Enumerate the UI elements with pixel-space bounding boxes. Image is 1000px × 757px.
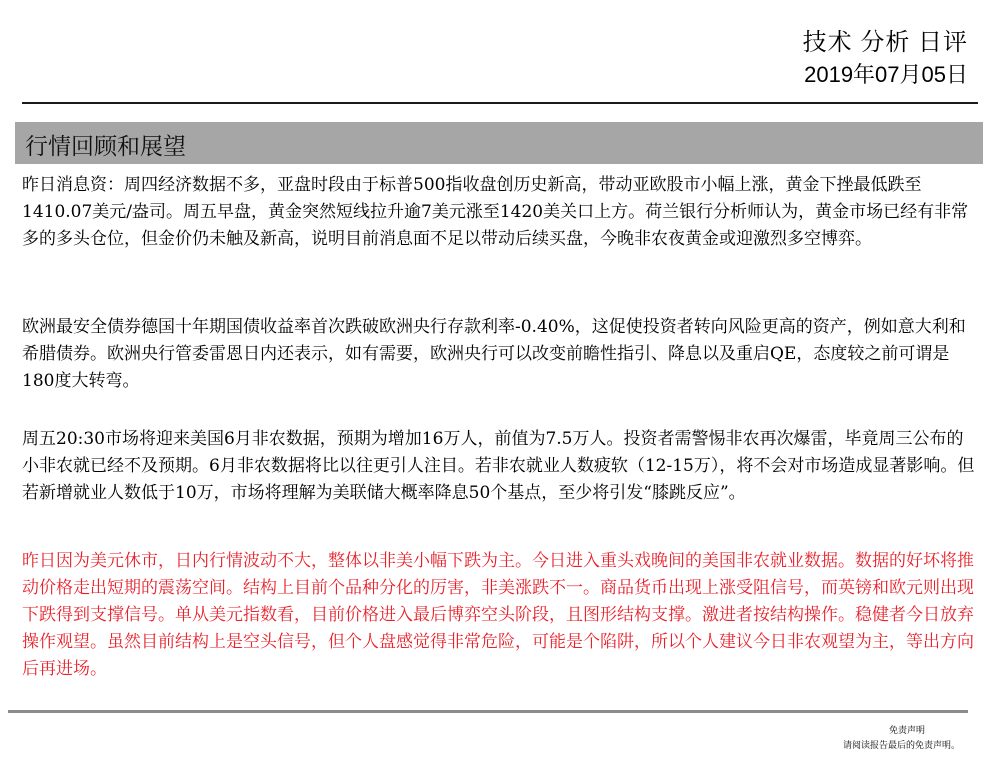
section-title: 行情回顾和展望 — [25, 134, 186, 160]
report-date: 2019年07月05日 — [804, 62, 968, 87]
report-title: 技术 分析 日评 — [802, 29, 968, 56]
paragraph-nonfarm: 周五20:30市场将迎来美国6月非农数据，预期为增加16万人，前值为7.5万人。投资者需警惕非农再次爆雷，毕竟周三公布的小非农就已经不及预期。6月非农数据将比以往更引人注目。若非农就业人数疲软（12-15万），将不会对市场造成显著影响。但若新增就业人数低于10万，市场将理解为美联储大概率降息50个基点，至少将引发“膝跳反应”。 — [22, 429, 975, 503]
header-divider — [22, 102, 978, 104]
paragraph-bonds: 欧洲最安全债券德国十年期国债收益率首次跌破欧洲央行存款利率-0.40%，这促使投资者转向风险更高的资产，例如意大利和希腊债券。欧洲央行管委雷恩日内还表示，如有需要，欧洲央行可以改变前瞻性指引、降息以及重启QE，态度较之前可谓是180度大转弯。 — [22, 317, 966, 391]
footer-divider — [8, 710, 968, 713]
disclaimer-title: 免责声明 — [888, 726, 925, 736]
section-header-bar — [15, 122, 983, 164]
paragraph-analysis: 昨日因为美元休市，日内行情波动不大，整体以非美小幅下跌为主。今日进入重头戏晚间的美国非农就业数据。数据的好坏将推动价格走出短期的震荡空间。结构上目前个品种分化的厉害，非美涨跌不一。商品货币出现上涨受阻信号，而英镑和欧元则出现下跌得到支撑信号。单从美元指数看，目前价格进入最后博弈空头阶段，且图形结构支撑。激进者按结构操作。稳健者今日放弃操作观望。虽然目前结构上是空头信号，但个人盘感觉得非常危险，可能是个陷阱，所以个人建议今日非农观望为主，等出方向后再进场。 — [22, 551, 974, 679]
paragraph-news: 昨日消息资：周四经济数据不多，亚盘时段由于标普500指收盘创历史新高，带动亚欧股市小幅上涨，黄金下挫最低跌至1410.07美元/盎司。周五早盘，黄金突然短线拉升逾7美元涨至1420美关口上方。荷兰银行分析师认为，黄金市场已经有非常多的多头仓位，但金价仍未触及新高，说明目前消息面不足以带动后续买盘，今晚非农夜黄金或迎激烈多空博弈。 — [22, 175, 969, 249]
disclaimer-text: 请阅读报告最后的免责声明。 — [842, 741, 960, 751]
